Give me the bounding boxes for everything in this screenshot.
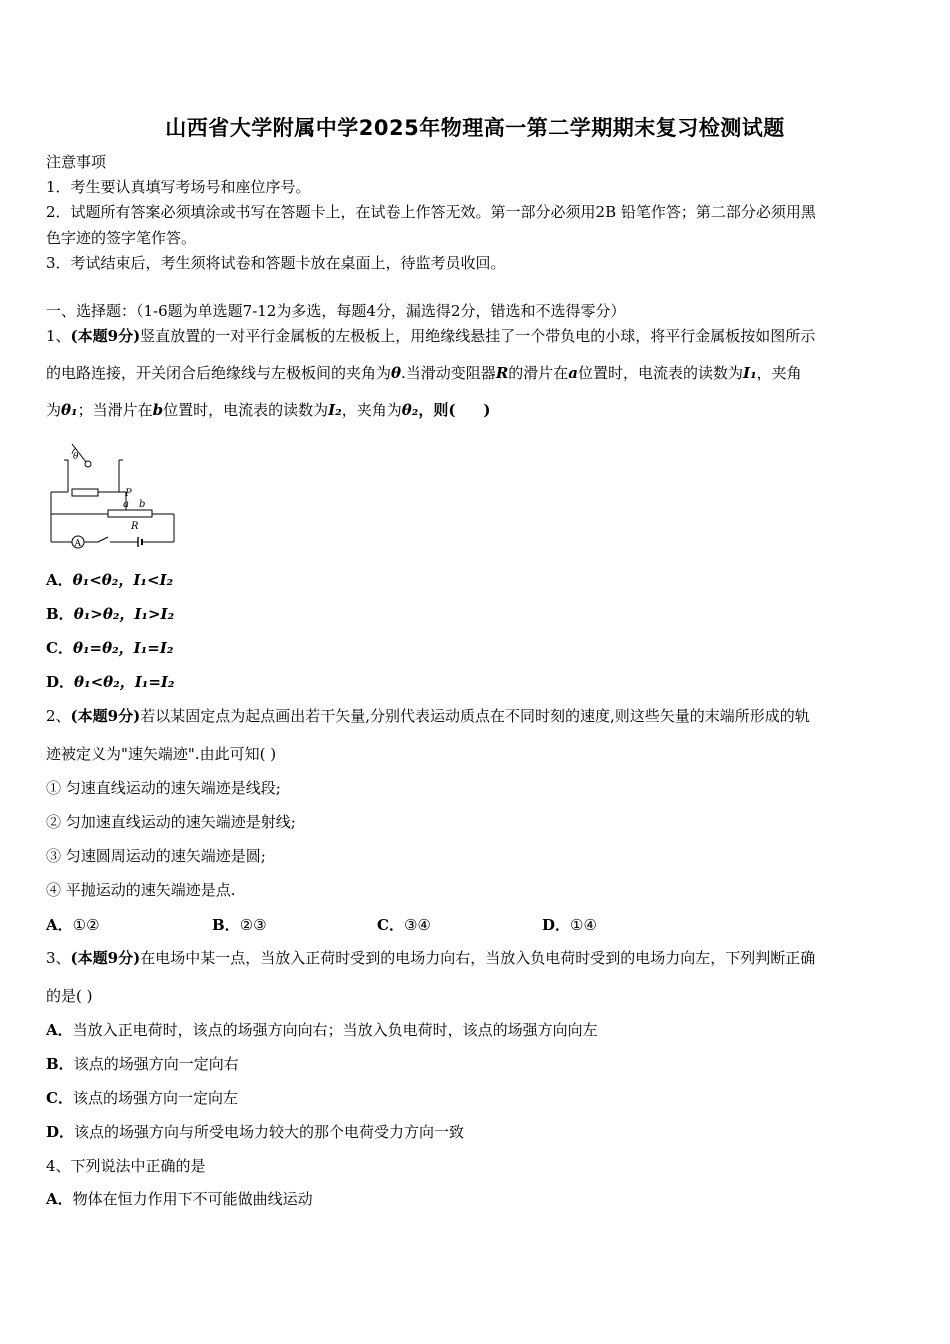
q2-statement: ① 匀速直线运动的速矢端迹是线段; <box>46 779 281 797</box>
q1-option-c[interactable]: C．θ₁=θ₂，I₁=I₂ <box>46 639 174 657</box>
q3-option-d[interactable]: D．该点的场强方向与所受电场力较大的那个电荷受力方向一致 <box>46 1123 465 1141</box>
q2-statement: ③ 匀速圆周运动的速矢端迹是圆; <box>46 847 266 865</box>
question-1-stem-line2: 的电路连接，开关闭合后绝缘线与左极板间的夹角为θ.当滑动变阻器R的滑片在a位置时，电流表的读数为I₁，夹角 <box>46 364 802 382</box>
circuit-diagram <box>46 434 182 554</box>
question-3-stem-line1: 3、(本题9分)在电场中某一点，当放入正荷时受到的电场力向右，当放入负电荷时受到的电场力向左，下列判断正确 <box>46 949 816 967</box>
question-1-stem-line3: 为θ₁；当滑片在b位置时，电流表的读数为I₂，夹角为θ₂，则( ) <box>46 401 491 419</box>
notice-item: 2．试题所有答案必须填涂或书写在答题卡上，在试卷上作答无效。第一部分必须用2B 铅笔作答；第二部分必须用黑 <box>46 203 816 221</box>
fixed-resistor <box>72 489 98 496</box>
q3-option-c[interactable]: C．该点的场强方向一定向左 <box>46 1089 238 1107</box>
q4-option-a[interactable]: A．物体在恒力作用下不可能做曲线运动 <box>46 1190 313 1208</box>
label-R: R <box>131 521 139 532</box>
label-P: P <box>125 488 132 499</box>
question-3-stem-line2: 的是( ) <box>46 987 93 1005</box>
q2-option-d[interactable]: D．①④ <box>542 916 597 934</box>
q3-option-a[interactable]: A．当放入正电荷时，该点的场强方向向右；当放入负电荷时，该点的场强方向向左 <box>46 1021 598 1039</box>
label-a: a <box>123 499 129 510</box>
notice-item: 1．考生要认真填写考场号和座位序号。 <box>46 178 311 196</box>
q2-option-b[interactable]: B．②③ <box>212 916 267 934</box>
question-2-stem-line1: 2、(本题9分)若以某固定点为起点画出若干矢量,分别代表运动质点在不同时刻的速度,则这些矢量的末端所形成的轨 <box>46 707 810 725</box>
question-4-stem: 4、下列说法中正确的是 <box>46 1157 206 1175</box>
q1-option-a[interactable]: A．θ₁<θ₂，I₁<I₂ <box>46 571 174 589</box>
q1-option-b[interactable]: B．θ₁>θ₂，I₁>I₂ <box>46 605 175 623</box>
section-heading: 一、选择题：（1-6题为单选题7-12为多选，每题4分，漏选得2分，错选和不选得零分） <box>46 302 626 320</box>
q2-option-a[interactable]: A．①② <box>46 916 100 934</box>
q1-option-d[interactable]: D．θ₁<θ₂，I₁=I₂ <box>46 673 175 691</box>
page-title: 山西省大学附属中学2025年物理高一第二学期期末复习检测试题 <box>165 116 785 140</box>
q2-option-c[interactable]: C．③④ <box>377 916 431 934</box>
notice-heading: 注意事项 <box>46 153 107 171</box>
q2-statement: ④ 平抛运动的速矢端迹是点. <box>46 881 236 899</box>
q2-statement: ② 匀加速直线运动的速矢端迹是射线; <box>46 813 296 831</box>
switch <box>98 537 108 542</box>
charged-ball <box>85 461 91 467</box>
q3-option-b[interactable]: B．该点的场强方向一定向右 <box>46 1055 239 1073</box>
notice-item: 色字迹的签字笔作答。 <box>46 229 197 247</box>
label-theta: θ <box>73 452 79 462</box>
label-b: b <box>139 499 146 510</box>
question-1-stem-line1: 1、(本题9分)竖直放置的一对平行金属板的左极板上，用绝缘线悬挂了一个带负电的小球，将平行金属板按如图所示 <box>46 327 816 345</box>
label-A: A <box>74 539 81 549</box>
notice-item: 3．考试结束后，考生须将试卷和答题卡放在桌面上，待监考员收回。 <box>46 254 506 272</box>
question-2-stem-line2: 迹被定义为"速矢端迹".由此可知( ) <box>46 745 277 763</box>
rheostat <box>108 510 152 517</box>
